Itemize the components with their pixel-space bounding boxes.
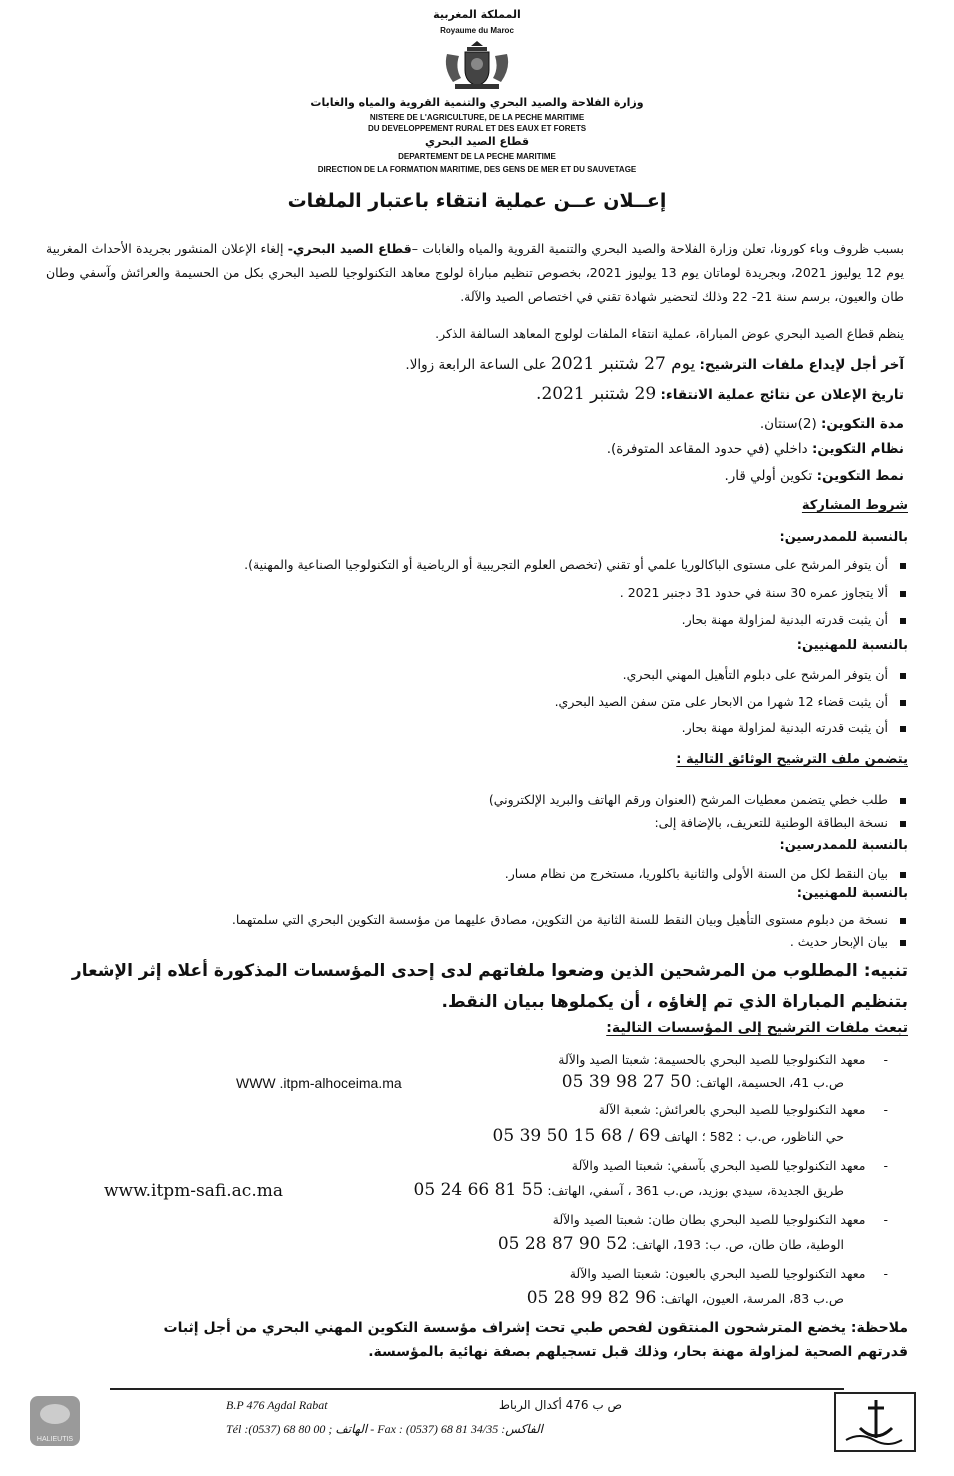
intro-department: قطاع الصيد البحري- [287,241,412,256]
bullet-icon [900,673,906,679]
conditions-heading: شروط المشاركة [801,498,908,513]
institute-phone: 05 28 87 90 52 [497,1234,628,1254]
list-item: أن يتوفر المرشح على مستوى الباكالوريا علمي أو تقني (تخصص العلوم التجريبية أو الرياضية أو التكنولوجيا الصناعية والمهنية). [244,557,906,572]
institute-phone: 05 24 66 81 55 [413,1180,544,1200]
institute-phone: 05 39 50 15 68 / 69 [492,1126,661,1146]
department-fr: DEPARTEMENT DE LA PECHE MARITIME [398,152,556,161]
notice-text: المطلوب من المرشحين الذين وضعوا ملفاتهم لدى إحدى المؤسسات المذكورة أعلاه إثر الإشعار بتنظيم المباراة الذي تم إلغاؤه ، أن يكملوها ببيان النقط. [71,961,908,1012]
footer-bp-ar: ص ب 476 أكدال الرباط [498,1398,622,1412]
list-item: ألا يتجاوز عمره 30 سنة في حدود 31 دجنبر 2021 . [620,585,906,600]
footer-bp-fr: B.P 476 Agdal Rabat [226,1398,328,1412]
halieutis-logo-text: HALIEUTIS [36,1436,74,1443]
documents-students-heading: بالنسبة للممدرسين: [779,838,908,853]
list-item: أن يتوفر المرشح على دبلوم التأهيل المهني البحري. [623,667,906,682]
remark-block [108,1316,908,1364]
institute-address: ص.ب 83، المرسة، العيون، الهاتف: 05 28 99 82 96 [526,1288,844,1308]
institutes-heading: تبعث ملفات الترشيح إلى المؤسسات التالية: [606,1020,908,1036]
institute-name: -معهد التكنولوجيا للصيد البحري بآسفي: شعبتا الصيد والآلة [571,1158,888,1173]
footer-divider [110,1388,844,1390]
results-date [536,384,904,404]
institute-website-link[interactable]: www.itpm-safi.ac.ma [104,1181,283,1201]
list-item: أن يثبت قدرته البدنية لمزاولة مهنة بحار. [682,720,906,735]
notice-label: تنبيه: [863,961,908,981]
duration-label: مدة التكوين: [821,416,904,432]
institute-name: -معهد التكنولوجيا للصيد البحري بالعيون: شعبتا الصيد والآلة [569,1266,888,1281]
bullet-icon [900,563,906,569]
deposit-time: على الساعة الرابعة زوالا. [405,357,552,373]
duration-value: (2)سنتان. [759,416,817,432]
department-ar: قطاع الصيد البحري [424,135,530,148]
institute-name: -معهد التكنولوجيا للصيد البحري بطان طان: شعبتا الصيد والآلة [552,1212,888,1227]
institute-address: حي الناظور، ص.ب : 582 ؛ الهاتف 05 39 50 15 68 / 69 [492,1126,844,1146]
bullet-icon [900,940,906,946]
institute-address: الوطية، طان طان، ص. ب: 193، الهاتف: 05 28 87 90 52 [497,1234,844,1254]
conditions-pros-heading: بالنسبة للمهنيين: [796,638,908,653]
deposit-label: آخر أجل لإيداع ملفات الترشيح: [699,357,904,373]
bullet-icon [900,798,906,804]
conditions-students-heading: بالنسبة للممدرسين: [779,530,908,545]
list-item: أن يثبت قدرته البدنية لمزاولة مهنة بحار. [682,612,906,627]
institute-address: طريق الجديدة، سيدي بوزيد، ص.ب 361 ، آسفي، الهاتف: 05 24 66 81 55 [413,1180,844,1200]
direction-fr: DIRECTION DE LA FORMATION MARITIME, DES GENS DE MER ET DU SAUVETAGE [317,165,637,174]
training-type [724,468,904,484]
institute-website-link[interactable]: WWW .itpm-alhoceima.ma [236,1075,402,1091]
institute-address: ص.ب 41، الحسيمة، الهاتف: 05 39 98 27 50 [561,1072,844,1092]
deposit-date: يوم 27 شتنبر [594,354,696,374]
page-title: إعــلان عــن عملية انتقاء باعتبار الملفات [287,190,667,212]
intro-text-a: بسبب ظروف وباء كورونا، تعلن وزارة الفلاحة والصيد البحري والتنمية القروية والمياه والغابات – [411,241,905,256]
bullet-icon [900,918,906,924]
training-duration [760,416,904,432]
deposit-year: 2021 [551,354,595,374]
intro-paragraph [46,237,904,309]
institute-phone: 05 28 99 82 96 [526,1288,657,1308]
system-value: داخلي (في حدود المقاعد المتوفرة). [606,441,808,457]
type-label: نمط التكوين: [816,468,904,484]
ministry-fr-1: NISTERE DE L'AGRICULTURE, DE LA PECHE MARITIME [369,113,585,122]
kingdom-ar: المملكة المغربية [433,8,521,21]
institute-phone: 05 39 98 27 50 [561,1072,692,1092]
documents-heading: يتضمن ملف الترشيح الوثائق التالية : [676,752,908,767]
results-value: 29 شتنبر [584,384,657,404]
ministry-ar: وزارة الفلاحة والصيد البحري والتنمية القروية والمياه والغابات [310,96,644,109]
deposit-deadline [405,354,904,374]
coat-of-arms-icon [441,40,513,92]
list-item: بيان النقط لكل من السنة الأولى والثانية باكلوريا، مستخرج من نظام مسار. [505,866,906,881]
kingdom-fr: Royaume du Maroc [440,26,514,35]
system-label: نظام التكوين: [811,441,904,457]
list-item: نسخة من دبلوم مستوى التأهيل وبيان النقط للسنة الثانية من التكوين، مصادق عليهما من مؤسسة التكوين البحري التي سلمتهما. [232,912,906,927]
results-year: 2021. [536,384,585,404]
intro-paragraph-2: ينظم قطاع الصيد البحري عوض المباراة، عملية انتقاء الملفات لولوج المعاهد السالفة الذكر. [435,326,904,341]
bullet-icon [900,872,906,878]
list-item: أن يثبت قضاء 12 شهرا من الابحار على متن سفن الصيد البحري. [555,694,906,709]
institute-name: -معهد التكنولوجيا للصيد البحري بالحسيمة: شعبتا الصيد والآلة [558,1052,888,1067]
bullet-icon [900,821,906,827]
footer-phone-fax: Tél :(0537) 68 80 00 ; الهاتف - Fax : (0537) 68 81 34/35 :الفاكس [226,1422,543,1436]
bullet-icon [900,618,906,624]
list-item: طلب خطي يتضمن معطيات المرشح (العنوان ورقم الهاتف والبريد الإلكتروني) [489,792,906,807]
documents-pros-heading: بالنسبة للمهنيين: [796,886,908,901]
remark-text: يخضع المترشحون المنتقون لفحص طبي تحت إشراف مؤسسة التكوين المهني البحري من أجل إثبات قدرتهم الصحية لمزاولة مهنة بحار، وذلك قبل تسجيلهم بصفة نهائية بالمؤسسة. [163,1320,908,1360]
list-item: بيان الإبحار حديث . [790,934,906,949]
notice-block [38,956,908,1018]
institute-name: -معهد التكنولوجيا للصيد البحري بالعرائش: شعبة الآلة [598,1102,888,1117]
bullet-icon [900,700,906,706]
intro-text-c: إلغاء الإعلان المنشور بجريدة الأحداث المغربية يوم 12 يوليوز 2021، وبجريدة لوماتان يوم 13 يوليوز 2021، بخصوص تنظيم مباراة لولوج معاهد التكنولوجيا للصيد البحري بكل من الحسيمة والعرائش وآسفي وطان طان والعيون، برسم سنة 21- 22 وذلك لتحضير شهادة تقني في اختصاص الصيد والآلة. [46,241,904,304]
bullet-icon [900,591,906,597]
results-label: تاريخ الإعلان عن نتائج عملية الانتقاء: [660,387,904,403]
halieutis-logo-icon [30,1396,80,1446]
list-item: نسخة البطاقة الوطنية للتعريف، بالإضافة إلى: [654,815,906,830]
type-value: تكوين أولي قار. [724,468,813,484]
remark-label: ملاحظة: [850,1320,908,1336]
anchor-logo-icon [834,1392,916,1452]
bullet-icon [900,726,906,732]
ministry-fr-2: DU DEVELOPPEMENT RURAL ET DES EAUX ET FORETS [367,124,587,133]
training-system [607,441,904,457]
